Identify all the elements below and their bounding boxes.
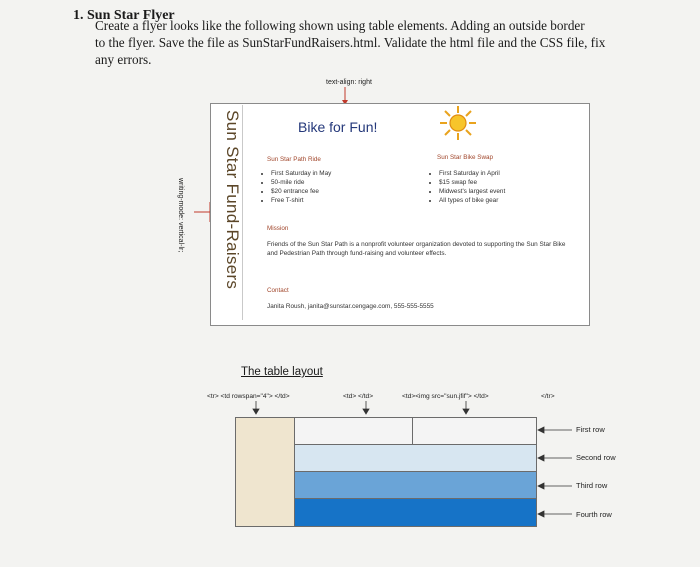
ride-heading: Sun Star Path Ride xyxy=(267,156,321,163)
mission-text: Friends of the Sun Star Path is a nonprofit volunteer organization devoted to supporting the Sun Star Bike and Pedestrian Path through fund-raising and volunteer effects. xyxy=(267,241,566,257)
row1-cell-sun xyxy=(412,417,537,445)
list-item: • $15 swap fee xyxy=(439,178,505,187)
contact-heading: Contact xyxy=(267,287,289,294)
mission-heading: Mission xyxy=(267,225,289,232)
row4-cell xyxy=(294,498,537,527)
writing-mode-annotation: writing-mode: vertical-lr; xyxy=(177,178,184,253)
row-label-first: First row xyxy=(576,425,605,434)
list-item: • $20 entrance fee xyxy=(271,187,331,196)
text-align-annotation: text-align: right xyxy=(326,79,372,86)
sun-icon xyxy=(432,104,484,142)
code-tr-close: </tr> xyxy=(541,393,555,400)
swap-list xyxy=(430,169,505,205)
question-line: Create a flyer looks like the following shown using table elements. Adding an outside border xyxy=(95,18,585,33)
list-item: • First Saturday in May xyxy=(271,169,331,178)
row-arrows-icon xyxy=(536,420,576,520)
list-item: • First Saturday in April xyxy=(439,169,505,178)
rowspan-cell xyxy=(235,417,295,527)
row-label-fourth: Fourth row xyxy=(576,510,612,519)
list-item: • 50-mile ride xyxy=(271,178,331,187)
layout-diagram xyxy=(235,417,537,527)
row-label-third: Third row xyxy=(576,481,608,490)
list-item: • Free T-shirt xyxy=(271,196,331,205)
code-td-img: <td><img src="sun.jfif"> </td> xyxy=(402,393,489,400)
row3-cell xyxy=(294,471,537,499)
flyer-vertical-title: Sun Star Fund-Raisers xyxy=(223,110,242,290)
swap-heading: Sun Star Bike Swap xyxy=(437,154,494,161)
list-item: • All types of bike gear xyxy=(439,196,505,205)
row2-cell xyxy=(294,444,537,472)
question-title: 1. Sun Star Flyer xyxy=(73,8,175,23)
question-body xyxy=(95,17,675,68)
contact-text: Janita Roush, janita@sunstar.cengage.com, 555-555-5555 xyxy=(267,303,434,310)
code-td-rowspan: <tr> <td rowspan="4"> </td> xyxy=(207,393,290,400)
code-td: <td> </td> xyxy=(343,393,374,400)
row-label-second: Second row xyxy=(576,453,616,462)
table-layout-title: The table layout xyxy=(241,366,323,378)
question-line: any errors. xyxy=(95,52,152,67)
flyer-title: Bike for Fun! xyxy=(298,119,378,135)
list-item: • Midwest's largest event xyxy=(439,187,505,196)
row1-cell-title xyxy=(294,417,413,445)
question-line: to the flyer. Save the file as SunStarFundRaisers.html. Validate the html file and the CSS file, fix xyxy=(95,35,606,50)
code-arrows-icon xyxy=(250,400,480,416)
ride-list xyxy=(262,169,331,205)
